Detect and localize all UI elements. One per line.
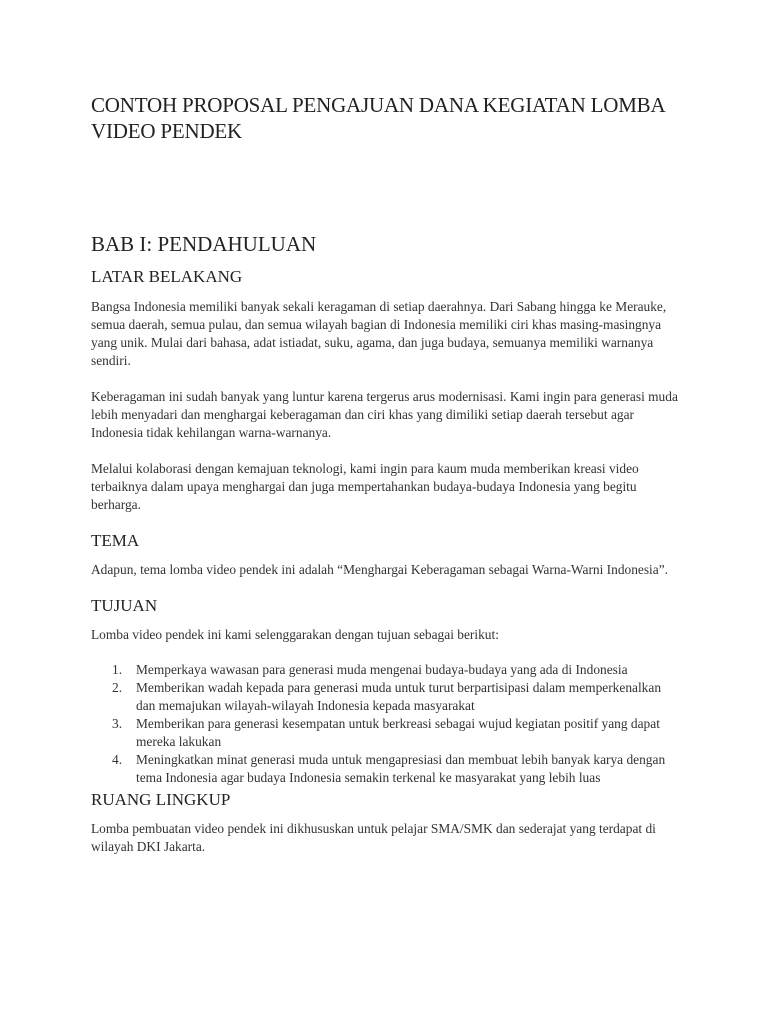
list-item-number: 3. (112, 716, 123, 731)
list-item (91, 751, 683, 787)
section-heading-ruang-lingkup: RUANG LINGKUP (91, 790, 231, 809)
list-item-number: 1. (112, 662, 123, 677)
paragraph: Keberagaman ini sudah banyak yang luntur karena tergerus arus modernisasi. Kami ingin para generasi muda lebih menyadari dan menghargai keberagaman dan ciri khas yang dimiliki setiap daerah tersebut agar Indonesia tidak kehilangan warna-warnanya. (91, 389, 678, 440)
list-item (91, 661, 683, 679)
paragraph: Bangsa Indonesia memiliki banyak sekali keragaman di setiap daerahnya. Dari Sabang hingga ke Merauke, semua daerah, semua pulau, dan semua wilayah bagian di Indonesia memiliki ciri khas masing-masingnya yang unik. Mulai dari bahasa, adat istiadat, suku, agama, dan juga budaya, semuanya memiliki warnanya sendiri. (91, 299, 667, 368)
paragraph: Lomba video pendek ini kami selenggarakan dengan tujuan sebagai berikut: (91, 627, 499, 642)
list-item-text: Meningkatkan minat generasi muda untuk mengapresiasi dan membuat lebih banyak karya dengan tema Indonesia agar budaya Indonesia semakin terkenal ke masyarakat yang lebih luas (136, 752, 666, 785)
section-heading-latar-belakang: LATAR BELAKANG (91, 267, 243, 286)
list-item-text: Memperkaya wawasan para generasi muda mengenai budaya-budaya yang ada di Indonesia (136, 662, 628, 677)
document-page (91, 92, 683, 856)
list-item-number: 4. (112, 752, 123, 767)
list-item-number: 2. (112, 680, 123, 695)
section-heading-tema: TEMA (91, 531, 140, 550)
paragraph: Melalui kolaborasi dengan kemajuan teknologi, kami ingin para kaum muda memberikan kreasi video terbaiknya dalam upaya menghargai dan juga mempertahankan budaya-budaya Indonesia yang begitu berharga. (91, 461, 639, 512)
paragraph: Lomba pembuatan video pendek ini dikhususkan untuk pelajar SMA/SMK dan sederajat yang terdapat di wilayah DKI Jakarta. (91, 821, 656, 854)
section-heading-tujuan: TUJUAN (91, 596, 158, 615)
chapter-heading: BAB I: PENDAHULUAN (91, 232, 317, 256)
goals-list (91, 661, 683, 787)
paragraph: Adapun, tema lomba video pendek ini adalah “Menghargai Keberagaman sebagai Warna-Warni Indonesia”. (91, 562, 669, 577)
document-title: CONTOH PROPOSAL PENGAJUAN DANA KEGIATAN LOMBA VIDEO PENDEK (91, 93, 665, 143)
list-item (91, 715, 683, 751)
list-item-text: Memberikan wadah kepada para generasi muda untuk turut berpartisipasi dalam memperkenalkan dan memajukan wilayah-wilayah Indonesia kepada masyarakat (136, 680, 662, 713)
list-item (91, 679, 683, 715)
list-item-text: Memberikan para generasi kesempatan untuk berkreasi sebagai wujud kegiatan positif yang dapat mereka lakukan (136, 716, 660, 749)
